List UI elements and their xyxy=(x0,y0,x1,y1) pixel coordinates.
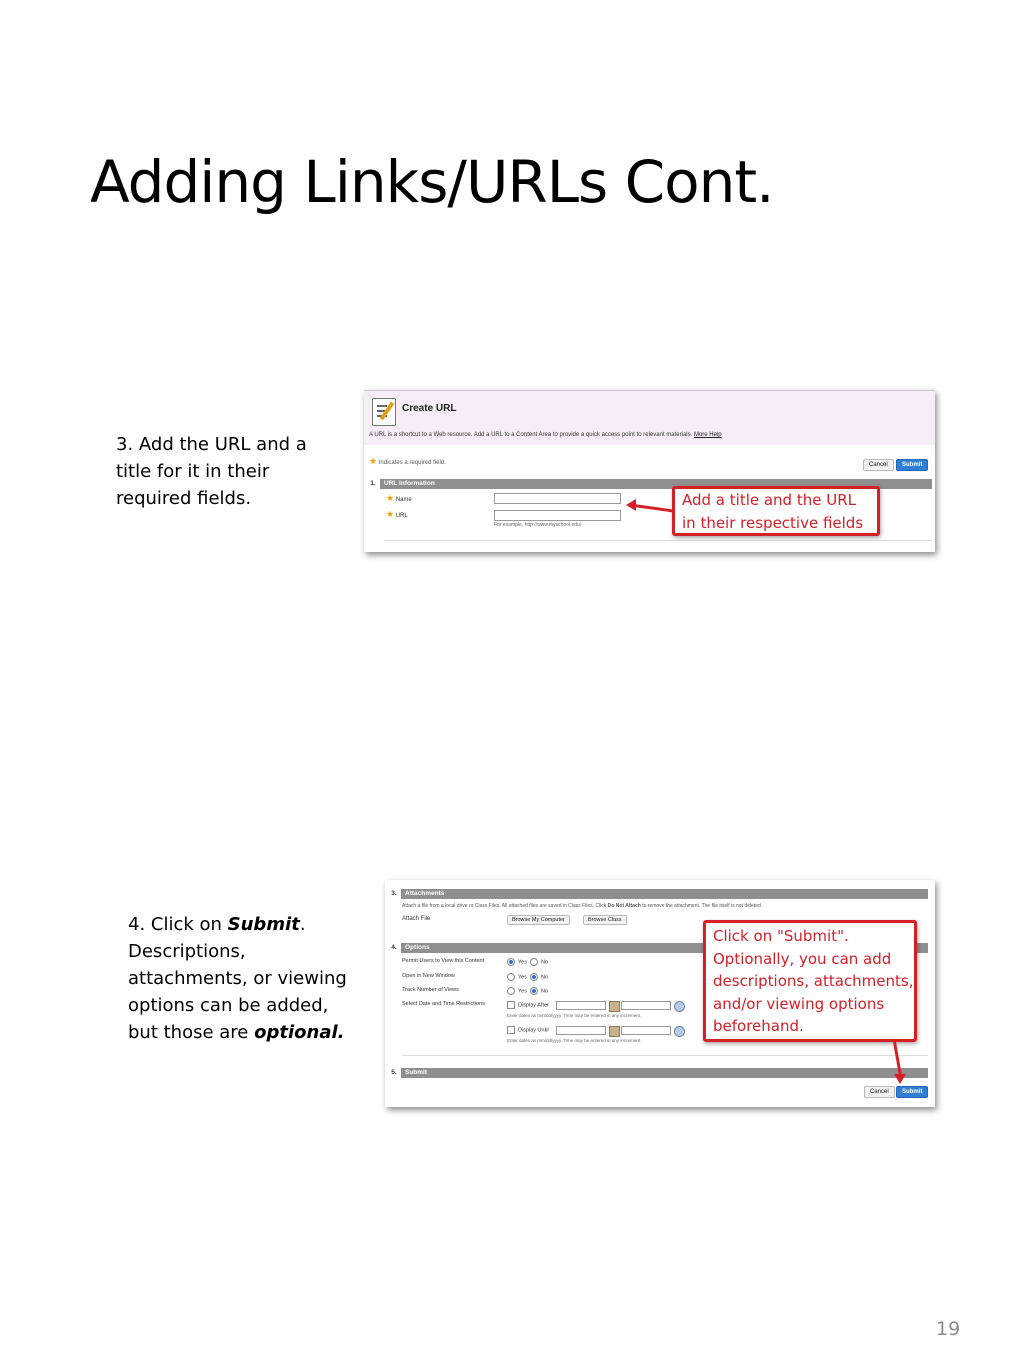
options-title: Options xyxy=(405,944,430,951)
url-label-text: URL xyxy=(395,513,408,519)
option-label-track-views: Track Number of Views xyxy=(402,987,459,993)
step4-prefix: 4. Click on xyxy=(128,914,228,935)
attachments-desc-end: to remove the attachment. The file itself is not deleted. xyxy=(642,903,763,909)
date-restrictions-label: Select Date and Time Restrictions xyxy=(402,1001,485,1007)
do-not-attach-text: Do Not Attach xyxy=(607,903,641,909)
callout-line-2: Optionally, you can add xyxy=(713,949,892,968)
permit-view-yes-label: Yes xyxy=(518,959,527,966)
step4-submit-word: Submit xyxy=(227,914,300,935)
option-label-new-window: Open in New Window xyxy=(402,973,455,979)
callout-line-4: and/or viewing options xyxy=(713,994,885,1013)
display-until-label: Display Until xyxy=(518,1027,549,1034)
callout-arrow-shaft xyxy=(634,504,674,513)
section-number: 1. xyxy=(366,479,380,489)
name-required-star-icon: ★ xyxy=(386,493,395,503)
create-url-description xyxy=(369,432,722,438)
attachments-number: 3. xyxy=(387,889,401,899)
display-after-hint: Enter dates as mm/dd/yyyy. Time may be entered in any increment. xyxy=(507,1013,642,1018)
more-help-link[interactable]: More Help xyxy=(693,432,722,438)
submit-section-bar xyxy=(387,1068,928,1078)
divider xyxy=(384,540,932,541)
option-permit-view-radios xyxy=(507,958,548,966)
options-number: 4. xyxy=(387,943,401,953)
display-after-time-input[interactable] xyxy=(621,1001,671,1010)
name-input[interactable] xyxy=(494,493,621,504)
callout-line-1: Click on "Submit". xyxy=(713,927,849,945)
display-after-label: Display After xyxy=(518,1002,549,1009)
step4-optional-word: optional. xyxy=(254,1022,345,1043)
content-edit-icon xyxy=(372,398,396,426)
display-until-checkbox[interactable] xyxy=(507,1026,515,1034)
cancel-button[interactable]: Cancel xyxy=(864,1086,895,1098)
name-label-text: Name xyxy=(395,497,412,503)
page-number: 19 xyxy=(936,1318,961,1340)
required-note xyxy=(369,456,446,467)
attachments-description xyxy=(402,903,762,909)
permit-view-no-radio[interactable] xyxy=(530,958,538,966)
url-required-star-icon: ★ xyxy=(386,509,395,519)
option-track-views-radios xyxy=(507,987,548,995)
display-after-row xyxy=(507,1001,549,1009)
callout-line-1: Add a title and the URL xyxy=(682,491,856,509)
create-url-title: Create URL xyxy=(402,403,457,414)
display-until-date-input[interactable] xyxy=(556,1026,606,1035)
new-window-no-label: No xyxy=(541,974,549,981)
step4-middle: . Descriptions, attachments, or viewing options can be added, but those are xyxy=(128,914,347,1043)
display-after-date-input[interactable] xyxy=(556,1001,606,1010)
submit-title: Submit xyxy=(405,1069,428,1076)
url-input[interactable] xyxy=(494,510,621,521)
calendar-icon[interactable] xyxy=(609,1026,620,1037)
create-url-description-text: A URL is a shortcut to a Web resource. Add a URL to a Content Area to provide a quick access point to relevant materials. xyxy=(369,432,693,438)
step4-instruction xyxy=(128,911,358,1046)
permit-view-yes-radio[interactable] xyxy=(507,958,515,966)
option-new-window-radios xyxy=(507,973,548,981)
track-views-no-radio[interactable] xyxy=(530,987,538,995)
browse-my-computer-button[interactable]: Browse My Computer xyxy=(507,915,570,925)
create-url-screenshot xyxy=(364,390,935,552)
track-views-no-label: No xyxy=(541,988,549,995)
options-submit-screenshot xyxy=(385,880,935,1107)
attachments-section-bar xyxy=(387,889,928,899)
step3-instruction: 3. Add the URL and a title for it in their required fields. xyxy=(116,434,307,509)
attachments-desc-text: Attach a file from a local drive or Class Files. All attached files are saved in Class Files. Click xyxy=(402,903,607,909)
attachments-title: Attachments xyxy=(405,890,445,897)
attach-file-label: Attach File xyxy=(402,916,431,922)
track-views-yes-label: Yes xyxy=(518,988,527,995)
cancel-button[interactable]: Cancel xyxy=(863,459,894,471)
submit-button[interactable]: Submit xyxy=(896,459,928,471)
permit-view-no-label: No xyxy=(541,959,549,966)
option-label-permit-view: Permit Users to View this Content xyxy=(402,958,485,964)
required-star-icon: ★ xyxy=(369,456,378,466)
new-window-no-radio[interactable] xyxy=(530,973,538,981)
display-until-row xyxy=(507,1026,549,1034)
url-label xyxy=(386,509,408,520)
callout-click-submit xyxy=(703,920,917,1042)
new-window-yes-label: Yes xyxy=(518,974,527,981)
url-example-hint: For example, http://www.myschool.edu/ xyxy=(494,522,582,528)
submit-number: 5. xyxy=(387,1068,401,1078)
display-after-checkbox[interactable] xyxy=(507,1001,515,1009)
display-until-time-input[interactable] xyxy=(621,1026,671,1035)
callout-arrow-head-icon xyxy=(894,1074,906,1084)
browse-class-button[interactable]: Browse Class xyxy=(583,915,627,925)
create-url-header xyxy=(364,390,935,445)
callout-add-title-url xyxy=(672,486,880,536)
callout-line-3: descriptions, attachments, xyxy=(713,972,914,990)
callout-line-2: in their respective fields xyxy=(682,514,864,532)
clock-icon[interactable] xyxy=(674,1026,685,1037)
slide-title: Adding Links/URLs Cont. xyxy=(90,148,774,216)
name-label xyxy=(386,493,412,504)
submit-button[interactable]: Submit xyxy=(896,1086,928,1098)
calendar-icon[interactable] xyxy=(609,1001,620,1012)
callout-line-5: beforehand. xyxy=(713,1017,804,1035)
new-window-yes-radio[interactable] xyxy=(507,973,515,981)
clock-icon[interactable] xyxy=(674,1001,685,1012)
required-note-text: Indicates a required field. xyxy=(378,460,446,466)
track-views-yes-radio[interactable] xyxy=(507,987,515,995)
callout-arrow-head-icon xyxy=(626,499,636,511)
section-title: URL Information xyxy=(384,480,435,487)
display-until-hint: Enter dates as mm/dd/yyyy. Time may be entered in any increment. xyxy=(507,1038,642,1043)
divider xyxy=(402,1055,928,1056)
